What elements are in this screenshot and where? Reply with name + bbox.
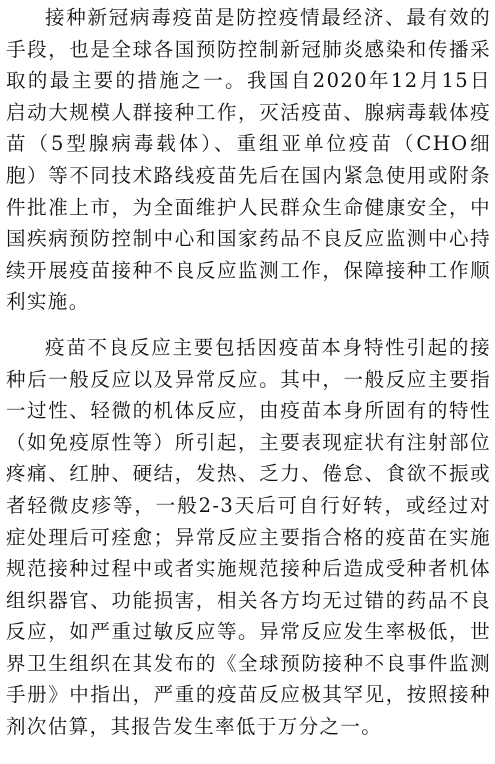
paragraph-adverse-reactions: 疫苗不良反应主要包括因疫苗本身特性引起的接种后一般反应以及异常反应。其中，一般反应主要指一过性、轻微的机体反应，由疫苗本身所固有的特性（如免疫原性等）所引起，主要表现症状有注射部位疼痛、红肿、硬结，发热、乏力、倦怠、食欲不振或者轻微皮疹等，一般2-3天后可自行好转，或经过对症处理后可痊愈；异常反应主要指合格的疫苗在实施规范接种过程中或者实施规范接种后造成受种者机体组织器官、功能损害，相关各方均无过错的药品不良反应，如严重过敏反应等。异常反应发生率极低，世界卫生组织在其发布的《全球预防接种不良事件监测手册》中指出，严重的疫苗反应极其罕见，按照接种剂次估算，其报告发生率低于万分之一。 xyxy=(6,335,491,739)
paragraph-vaccination-intro: 接种新冠病毒疫苗是防控疫情最经济、最有效的手段，也是全球各国预防控制新冠肺炎感染和传播采取的最主要的措施之一。我国自2020年12月15日启动大规模人群接种工作，灭活疫苗、腺病毒载体疫苗（5型腺病毒载体）、重组亚单位疫苗（CHO细胞）等不同技术路线疫苗先后在国内紧急使用或附条件批准上市，为全面维护人民群众生命健康安全，中国疾病预防控制中心和国家药品不良反应监测中心持续开展疫苗接种不良反应监测工作，保障接种工作顺利实施。 xyxy=(6,6,491,314)
